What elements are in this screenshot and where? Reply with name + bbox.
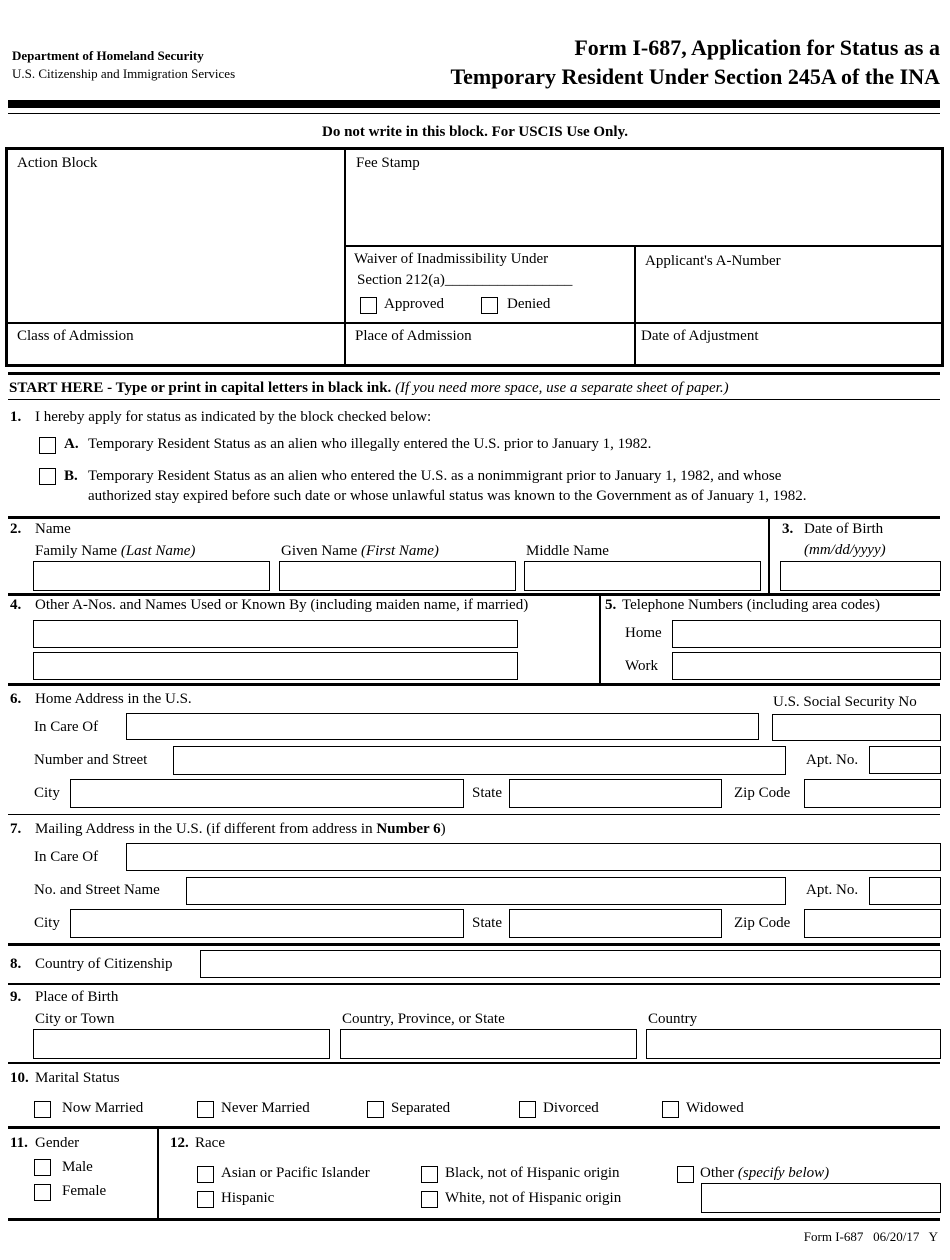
- q2-number: 2.: [10, 521, 22, 537]
- class-admission-label: Class of Admission: [17, 328, 134, 344]
- black-checkbox[interactable]: [421, 1166, 438, 1183]
- asian-label: Asian or Pacific Islander: [221, 1165, 370, 1181]
- other-race-input[interactable]: [701, 1183, 941, 1213]
- mail-zip-input[interactable]: [804, 909, 941, 938]
- birth-city-label: City or Town: [35, 1011, 115, 1027]
- mail-city-label: City: [34, 915, 60, 931]
- home-street-label: Number and Street: [34, 752, 148, 768]
- divorced-label: Divorced: [543, 1100, 599, 1116]
- home-state-input[interactable]: [509, 779, 722, 808]
- family-name-label: [35, 542, 195, 560]
- option-b-letter: B.: [64, 468, 78, 484]
- birth-province-label: Country, Province, or State: [342, 1011, 505, 1027]
- separated-checkbox[interactable]: [367, 1101, 384, 1118]
- q1-number: 1.: [10, 409, 22, 425]
- a-number-label: Applicant's A-Number: [645, 253, 781, 269]
- middle-name-label: Middle Name: [526, 543, 609, 559]
- family-text: Family Name: [35, 543, 121, 559]
- separated-label: Separated: [391, 1100, 451, 1116]
- white-checkbox[interactable]: [421, 1191, 438, 1208]
- mail-state-label: State: [472, 915, 502, 931]
- other-race-checkbox[interactable]: [677, 1166, 694, 1183]
- header-rule: [8, 113, 940, 114]
- other-hint: (specify below): [737, 1165, 830, 1181]
- q6-number: 6.: [10, 691, 22, 707]
- never-married-checkbox[interactable]: [197, 1101, 214, 1118]
- mail-state-input[interactable]: [509, 909, 722, 938]
- option-a-letter: A.: [64, 436, 79, 452]
- start-instructions: [9, 379, 729, 397]
- dob-input[interactable]: [780, 561, 941, 591]
- mail-street-input[interactable]: [186, 877, 786, 905]
- action-block-label: Action Block: [17, 155, 98, 171]
- waiver-section: Section 212(a)_________________: [357, 272, 573, 288]
- home-care-of-input[interactable]: [126, 713, 759, 740]
- ssn-input[interactable]: [772, 714, 941, 741]
- given-hint: (First Name): [360, 543, 439, 559]
- mail-care-of-label: In Care Of: [34, 849, 99, 865]
- waiver-label: Waiver of Inadmissibility Under: [354, 251, 549, 267]
- divider: [8, 1126, 940, 1129]
- black-label: Black, not of Hispanic origin: [445, 1165, 620, 1181]
- now-married-label: Now Married: [62, 1100, 144, 1116]
- divider: [157, 1128, 159, 1220]
- marital-label: Marital Status: [35, 1070, 120, 1086]
- work-phone-input[interactable]: [672, 652, 941, 680]
- never-married-label: Never Married: [221, 1100, 310, 1116]
- agency-name: U.S. Citizenship and Immigration Services: [12, 66, 236, 81]
- q8-number: 8.: [10, 956, 22, 972]
- home-zip-input[interactable]: [804, 779, 941, 808]
- mail-apt-input[interactable]: [869, 877, 941, 905]
- fee-stamp-label: Fee Stamp: [356, 155, 420, 171]
- q11-number: 11.: [10, 1135, 28, 1151]
- denied-label: Denied: [507, 296, 551, 312]
- hispanic-checkbox[interactable]: [197, 1191, 214, 1208]
- approved-checkbox[interactable]: [360, 297, 377, 314]
- q5-label: Telephone Numbers (including area codes): [622, 597, 881, 613]
- q7-label: [35, 820, 446, 838]
- divider: [8, 943, 940, 946]
- family-name-input[interactable]: [33, 561, 270, 591]
- status-a-checkbox[interactable]: [39, 437, 56, 454]
- uscis-notice: Do not write in this block. For USCIS Use Only.: [321, 124, 628, 140]
- home-apt-label: Apt. No.: [806, 752, 859, 768]
- divider: [344, 148, 346, 366]
- mail-zip-label: Zip Code: [734, 915, 791, 931]
- dob-label: Date of Birth: [804, 521, 884, 537]
- q2-label: Name: [35, 521, 71, 537]
- hispanic-label: Hispanic: [221, 1190, 275, 1206]
- header-bar: [8, 100, 940, 108]
- divider: [8, 683, 940, 686]
- birth-city-input[interactable]: [33, 1029, 330, 1059]
- approved-label: Approved: [384, 296, 444, 312]
- department-name: Department of Homeland Security: [12, 48, 204, 63]
- birthplace-label: Place of Birth: [35, 989, 119, 1005]
- place-admission-label: Place of Admission: [355, 328, 472, 344]
- now-married-checkbox[interactable]: [34, 1101, 51, 1118]
- denied-checkbox[interactable]: [481, 297, 498, 314]
- middle-name-input[interactable]: [524, 561, 761, 591]
- mail-city-input[interactable]: [70, 909, 464, 938]
- race-label: Race: [195, 1135, 225, 1151]
- other-text: Other: [700, 1165, 738, 1181]
- home-apt-input[interactable]: [869, 746, 941, 774]
- q4-number: 4.: [10, 597, 22, 613]
- other-race-label: [700, 1164, 829, 1182]
- q7-label-text: Mailing Address in the U.S. (if different from address in: [35, 821, 377, 837]
- divider: [8, 399, 940, 400]
- q7-label-end: ): [440, 821, 446, 837]
- divider: [768, 518, 770, 594]
- divider: [8, 1062, 940, 1064]
- divider: [8, 372, 940, 375]
- date-adjustment-label: Date of Adjustment: [641, 328, 759, 344]
- other-names-input-1[interactable]: [33, 620, 518, 648]
- q9-number: 9.: [10, 989, 22, 1005]
- mail-care-of-input[interactable]: [126, 843, 941, 871]
- divider: [6, 322, 943, 324]
- home-phone-input[interactable]: [672, 620, 941, 648]
- divider: [634, 246, 636, 366]
- home-care-of-label: In Care Of: [34, 719, 99, 735]
- home-city-input[interactable]: [70, 779, 464, 808]
- work-phone-label: Work: [625, 658, 658, 674]
- divorced-checkbox[interactable]: [519, 1101, 536, 1118]
- option-b-text-2: authorized stay expired before such date or whose unlawful status was known to the Government as of January 1, 1982.: [88, 488, 807, 504]
- male-checkbox[interactable]: [34, 1159, 51, 1176]
- other-names-input-2[interactable]: [33, 652, 518, 680]
- female-label: Female: [62, 1183, 107, 1199]
- form-title: [451, 33, 941, 91]
- divider: [8, 1218, 940, 1221]
- q7-label-bold: Number 6: [376, 821, 441, 837]
- option-b-text-1: Temporary Resident Status as an alien who entered the U.S. as a nonimmigrant prior to January 1, 1982, and whose: [88, 468, 782, 484]
- home-street-input[interactable]: [173, 746, 786, 775]
- q7-number: 7.: [10, 821, 22, 837]
- given-name-label: [281, 542, 439, 560]
- start-bold: START HERE - Type or print in capital letters in black ink.: [9, 380, 392, 396]
- q10-number: 10.: [10, 1070, 29, 1086]
- q4-label: Other A-Nos. and Names Used or Known By (including maiden name, if married): [35, 597, 529, 613]
- gender-label: Gender: [35, 1135, 80, 1151]
- q1-label: I hereby apply for status as indicated by the block checked below:: [35, 409, 432, 425]
- asian-checkbox[interactable]: [197, 1166, 214, 1183]
- q3-number: 3.: [782, 521, 794, 537]
- ssn-label: U.S. Social Security No: [773, 694, 917, 710]
- title-line-1: Form I-687, Application for Status as a: [574, 35, 940, 60]
- title-line-2: Temporary Resident Under Section 245A of the INA: [450, 64, 940, 89]
- dob-hint: (mm/dd/yyyy): [804, 542, 886, 558]
- q5-number: 5.: [605, 597, 617, 613]
- home-city-label: City: [34, 785, 60, 801]
- start-italic: (If you need more space, use a separate sheet of paper.): [395, 380, 729, 396]
- status-b-checkbox[interactable]: [39, 468, 56, 485]
- birth-country-label: Country: [648, 1011, 698, 1027]
- home-zip-label: Zip Code: [734, 785, 791, 801]
- white-label: White, not of Hispanic origin: [445, 1190, 622, 1206]
- q6-label: Home Address in the U.S.: [35, 691, 192, 707]
- citizenship-input[interactable]: [200, 950, 941, 978]
- birth-country-input[interactable]: [646, 1029, 941, 1059]
- form-id-footer: Form I-687 06/20/17 Y: [803, 1229, 938, 1244]
- option-a-text: Temporary Resident Status as an alien who illegally entered the U.S. prior to January 1, 1982.: [88, 436, 652, 452]
- q12-number: 12.: [170, 1135, 189, 1151]
- mail-apt-label: Apt. No.: [806, 882, 859, 898]
- divider: [8, 516, 940, 519]
- divider: [599, 595, 601, 684]
- mail-street-label: No. and Street Name: [34, 882, 160, 898]
- given-text: Given Name: [281, 543, 361, 559]
- widowed-checkbox[interactable]: [662, 1101, 679, 1118]
- family-hint: (Last Name): [120, 543, 196, 559]
- divider: [8, 814, 940, 815]
- citizenship-label: Country of Citizenship: [35, 956, 173, 972]
- divider: [345, 245, 943, 247]
- home-state-label: State: [472, 785, 502, 801]
- birth-province-input[interactable]: [340, 1029, 637, 1059]
- male-label: Male: [62, 1159, 93, 1175]
- given-name-input[interactable]: [279, 561, 516, 591]
- divider: [8, 983, 940, 985]
- widowed-label: Widowed: [686, 1100, 744, 1116]
- female-checkbox[interactable]: [34, 1184, 51, 1201]
- home-phone-label: Home: [625, 625, 662, 641]
